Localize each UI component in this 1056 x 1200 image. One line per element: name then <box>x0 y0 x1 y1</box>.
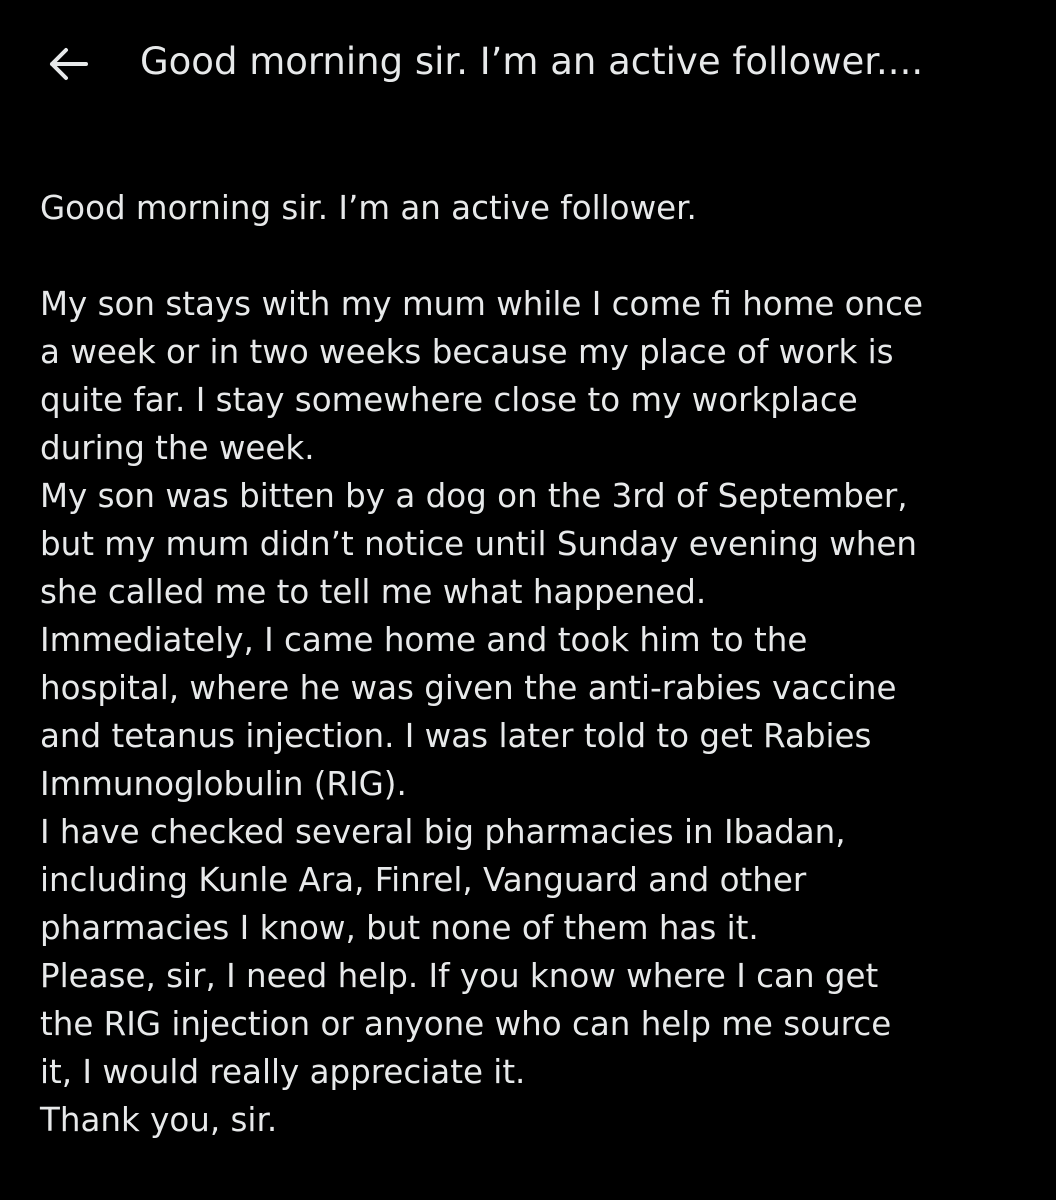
note-line: My son stays with my mum while I come fi home once <box>40 285 924 323</box>
arrow-left-icon <box>46 42 90 86</box>
note-line: a week or in two weeks because my place of work is <box>40 333 894 371</box>
note-line: pharmacies I know, but none of them has it. <box>40 909 759 947</box>
page-title: Good morning sir. I’m an active follower.... <box>140 40 924 83</box>
note-paragraph <box>40 280 1040 1144</box>
note-line: hospital, where he was given the anti-rabies vaccine <box>40 669 897 707</box>
note-line: and tetanus injection. I was later told to get Rabies <box>40 717 872 755</box>
note-line: but my mum didn’t notice until Sunday evening when <box>40 525 917 563</box>
note-line: the RIG injection or anyone who can help me source <box>40 1005 892 1043</box>
note-line: My son was bitten by a dog on the 3rd of September, <box>40 477 908 515</box>
note-line: Please, sir, I need help. If you know where I can get <box>40 957 879 995</box>
note-line: it, I would really appreciate it. <box>40 1053 526 1091</box>
back-button[interactable] <box>44 40 92 88</box>
note-body <box>40 184 1040 1144</box>
note-line: I have checked several big pharmacies in Ibadan, <box>40 813 846 851</box>
note-line: during the week. <box>40 429 315 467</box>
top-bar <box>0 0 1056 125</box>
note-line: Immunoglobulin (RIG). <box>40 765 407 803</box>
note-line: Thank you, sir. <box>40 1101 278 1139</box>
note-line: including Kunle Ara, Finrel, Vanguard and other <box>40 861 807 899</box>
note-line: she called me to tell me what happened. <box>40 573 707 611</box>
note-greeting: Good morning sir. I’m an active follower. <box>40 189 697 227</box>
note-line: Immediately, I came home and took him to the <box>40 621 808 659</box>
note-line: quite far. I stay somewhere close to my workplace <box>40 381 858 419</box>
